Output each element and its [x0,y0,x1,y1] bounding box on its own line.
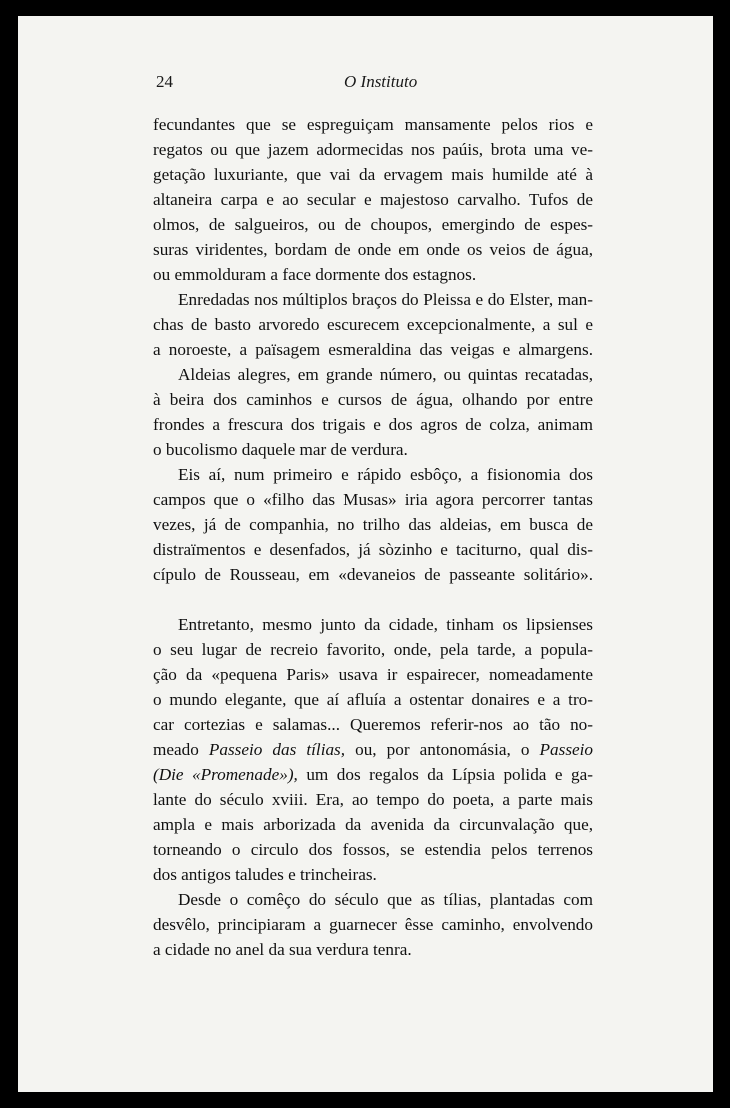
text-line: altaneira carpa e ao secular e majestoso carvalho. Tufos de [153,190,593,209]
text-line: a cidade no anel da sua verdura tenra. [153,940,412,959]
running-head: O Instituto [344,72,418,91]
text-line: à beira dos caminhos e cursos de água, olhando por entre [153,390,593,409]
text-line: fecundantes que se espreguiçam mansamente pelos rios e [153,115,593,134]
text-line: o mundo elegante, que aí afluía a ostentar donaires e a tro- [153,690,593,709]
text-line: torneando o circulo dos fossos, se estendia pelos terrenos [153,840,593,859]
paragraph [153,612,593,887]
page-number: 24 [156,72,173,91]
text-segment: meado [153,740,209,759]
text-line: a noroeste, a païsagem esmeraldina das veigas e almargens. [153,340,593,359]
text-line [153,737,593,762]
text-segment: ou, por antonomásia, o [345,740,540,759]
paragraph [153,287,593,362]
text-line: Eis aí, num primeiro e rápido esbôço, a fisionomia dos [178,465,593,484]
text-line: ampla e mais arborizada da avenida da circunvalação que, [153,815,593,834]
text-line: dos antigos taludes e trincheiras. [153,865,377,884]
italic-title: Passeio [539,740,593,759]
text-line: cípulo de Rousseau, em «devaneios de passeante solitário». [153,565,593,584]
text-line: Desde o comêço do século que as tílias, plantadas com [178,890,593,909]
text-line: lante do século xviii. Era, ao tempo do poeta, a parte mais [153,790,593,809]
text-line: Enredadas nos múltiplos braços do Pleissa e do Elster, man- [178,290,593,309]
text-line: o seu lugar de recreio favorito, onde, pela tarde, a popula- [153,640,593,659]
text-line [153,762,593,787]
body-text [153,112,593,962]
text-line: ou emmolduram a face dormente dos estagnos. [153,265,477,284]
text-segment: um dos regalos da Lípsia polida e ga- [297,765,593,784]
section-break [153,587,593,612]
text-line: olmos, de salgueiros, ou de choupos, emergindo de espes- [153,215,593,234]
text-line: Aldeias alegres, em grande número, ou quintas recatadas, [178,365,593,384]
text-line: distraïmentos e desenfados, já sòzinho e taciturno, qual dis- [153,540,593,559]
text-line: ção da «pequena Paris» usava ir espairecer, nomeadamente [153,665,593,684]
text-line: car cortezias e salamas... Queremos referir-nos ao tão no- [153,715,593,734]
text-line: vezes, já de companhia, no trilho das aldeias, em busca de [153,515,593,534]
italic-title: (Die «Promenade»), [153,765,298,784]
text-line: frondes a frescura dos trigais e dos agros de colza, animam [153,415,593,434]
italic-title: Passeio das tílias, [208,740,346,759]
text-line: Entretanto, mesmo junto da cidade, tinham os lipsienses [178,615,593,634]
page-header [156,72,596,96]
text-line: desvêlo, principiaram a guarnecer êsse caminho, envolvendo [153,915,593,934]
text-line: regatos ou que jazem adormecidas nos paúis, brota uma ve- [153,140,593,159]
paragraph [153,112,593,287]
paragraph [153,462,593,587]
text-line: campos que o «filho das Musas» iria agora percorrer tantas [153,490,593,509]
paragraph [153,887,593,962]
text-line: chas de basto arvoredo escurecem excepcionalmente, a sul e [153,315,593,334]
text-line: o bucolismo daquele mar de verdura. [153,440,408,459]
paragraph [153,362,593,462]
text-line: getação luxuriante, que vai da ervagem mais humilde até à [153,165,593,184]
book-page [18,16,713,1092]
text-line: suras viridentes, bordam de onde em onde os veios de água, [153,240,593,259]
